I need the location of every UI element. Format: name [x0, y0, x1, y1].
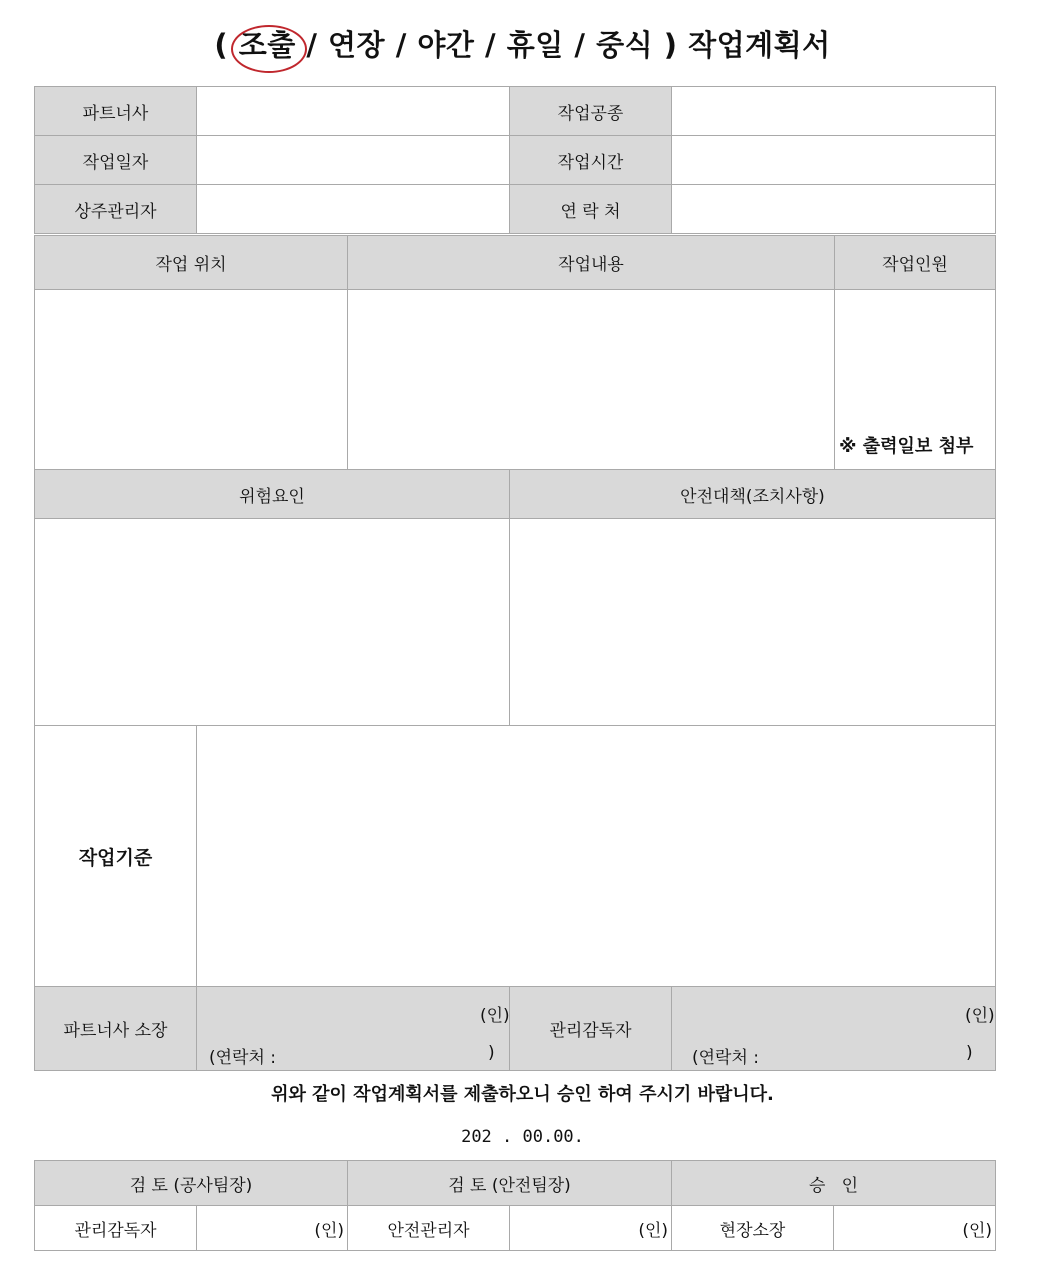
- work-date-label: 작업일자: [34, 135, 197, 185]
- work-content-field[interactable]: [347, 289, 835, 470]
- approval-supervisor-label: 관리감독자: [34, 1205, 197, 1251]
- partner-label: 파트너사: [34, 86, 197, 136]
- approval-safety-manager-seal[interactable]: (인): [509, 1205, 672, 1251]
- partner-head-contact-close: ): [488, 1043, 495, 1063]
- approval-site-manager-label: 현장소장: [671, 1205, 834, 1251]
- title-open-paren: (: [214, 28, 229, 62]
- work-personnel-header: 작업인원: [834, 235, 996, 290]
- approval-site-manager-seal[interactable]: (인): [833, 1205, 996, 1251]
- work-location-field[interactable]: [34, 289, 348, 470]
- work-time-field[interactable]: [671, 135, 996, 185]
- work-time-label: 작업시간: [509, 135, 672, 185]
- partner-head-contact-label: (연락처 :: [209, 1048, 277, 1068]
- work-standard-field[interactable]: [196, 725, 996, 987]
- review-safety-header: 검 토 (안전팀장): [347, 1160, 672, 1206]
- title-close-paren: ): [663, 28, 678, 62]
- work-date-field[interactable]: [196, 135, 510, 185]
- measures-header: 안전대책(조치사항): [509, 469, 996, 519]
- title-option-lunch: 중식: [596, 28, 654, 62]
- hazards-field[interactable]: [34, 518, 510, 726]
- resident-manager-label: 상주관리자: [34, 184, 197, 234]
- title-separator: /: [574, 28, 586, 62]
- hazards-header: 위험요인: [34, 469, 510, 519]
- document-title: [0, 22, 1045, 68]
- supervisor-contact-label: (연락처 :: [692, 1048, 760, 1068]
- title-option-night: 야간: [417, 28, 475, 62]
- partner-head-seal: (인): [480, 1006, 510, 1026]
- title-separator: /: [485, 28, 497, 62]
- contact-label: 연 락 처: [509, 184, 672, 234]
- title-separator: /: [306, 28, 318, 62]
- submission-date: 202 . 00.00.: [461, 1127, 584, 1147]
- review-construction-header: 검 토 (공사팀장): [34, 1160, 348, 1206]
- supervisor-label: 관리감독자: [509, 986, 672, 1071]
- resident-manager-field[interactable]: [196, 184, 510, 234]
- approval-safety-manager-label: 안전관리자: [347, 1205, 510, 1251]
- title-option-extension: 연장: [328, 28, 386, 62]
- partner-field[interactable]: [196, 86, 510, 136]
- title-option-early: 조출: [239, 22, 296, 68]
- trade-label: 작업공종: [509, 86, 672, 136]
- approve-header: 승 인: [671, 1160, 996, 1206]
- title-separator: /: [395, 28, 407, 62]
- work-location-header: 작업 위치: [34, 235, 348, 290]
- supervisor-seal: (인): [965, 1006, 995, 1026]
- submission-statement: 위와 같이 작업계획서를 제출하오니 승인 하여 주시기 바랍니다.: [271, 1084, 774, 1105]
- personnel-attachment-note: ※ 출력일보 첨부: [839, 436, 974, 457]
- work-content-header: 작업내용: [347, 235, 835, 290]
- contact-field[interactable]: [671, 184, 996, 234]
- title-doc-name: 작업계획서: [688, 28, 831, 62]
- measures-field[interactable]: [509, 518, 996, 726]
- partner-head-label: 파트너사 소장: [34, 986, 197, 1071]
- approval-supervisor-seal[interactable]: (인): [196, 1205, 348, 1251]
- supervisor-contact-close: ): [966, 1043, 973, 1063]
- title-option-holiday: 휴일: [506, 28, 564, 62]
- work-standard-label: 작업기준: [34, 725, 197, 987]
- trade-field[interactable]: [671, 86, 996, 136]
